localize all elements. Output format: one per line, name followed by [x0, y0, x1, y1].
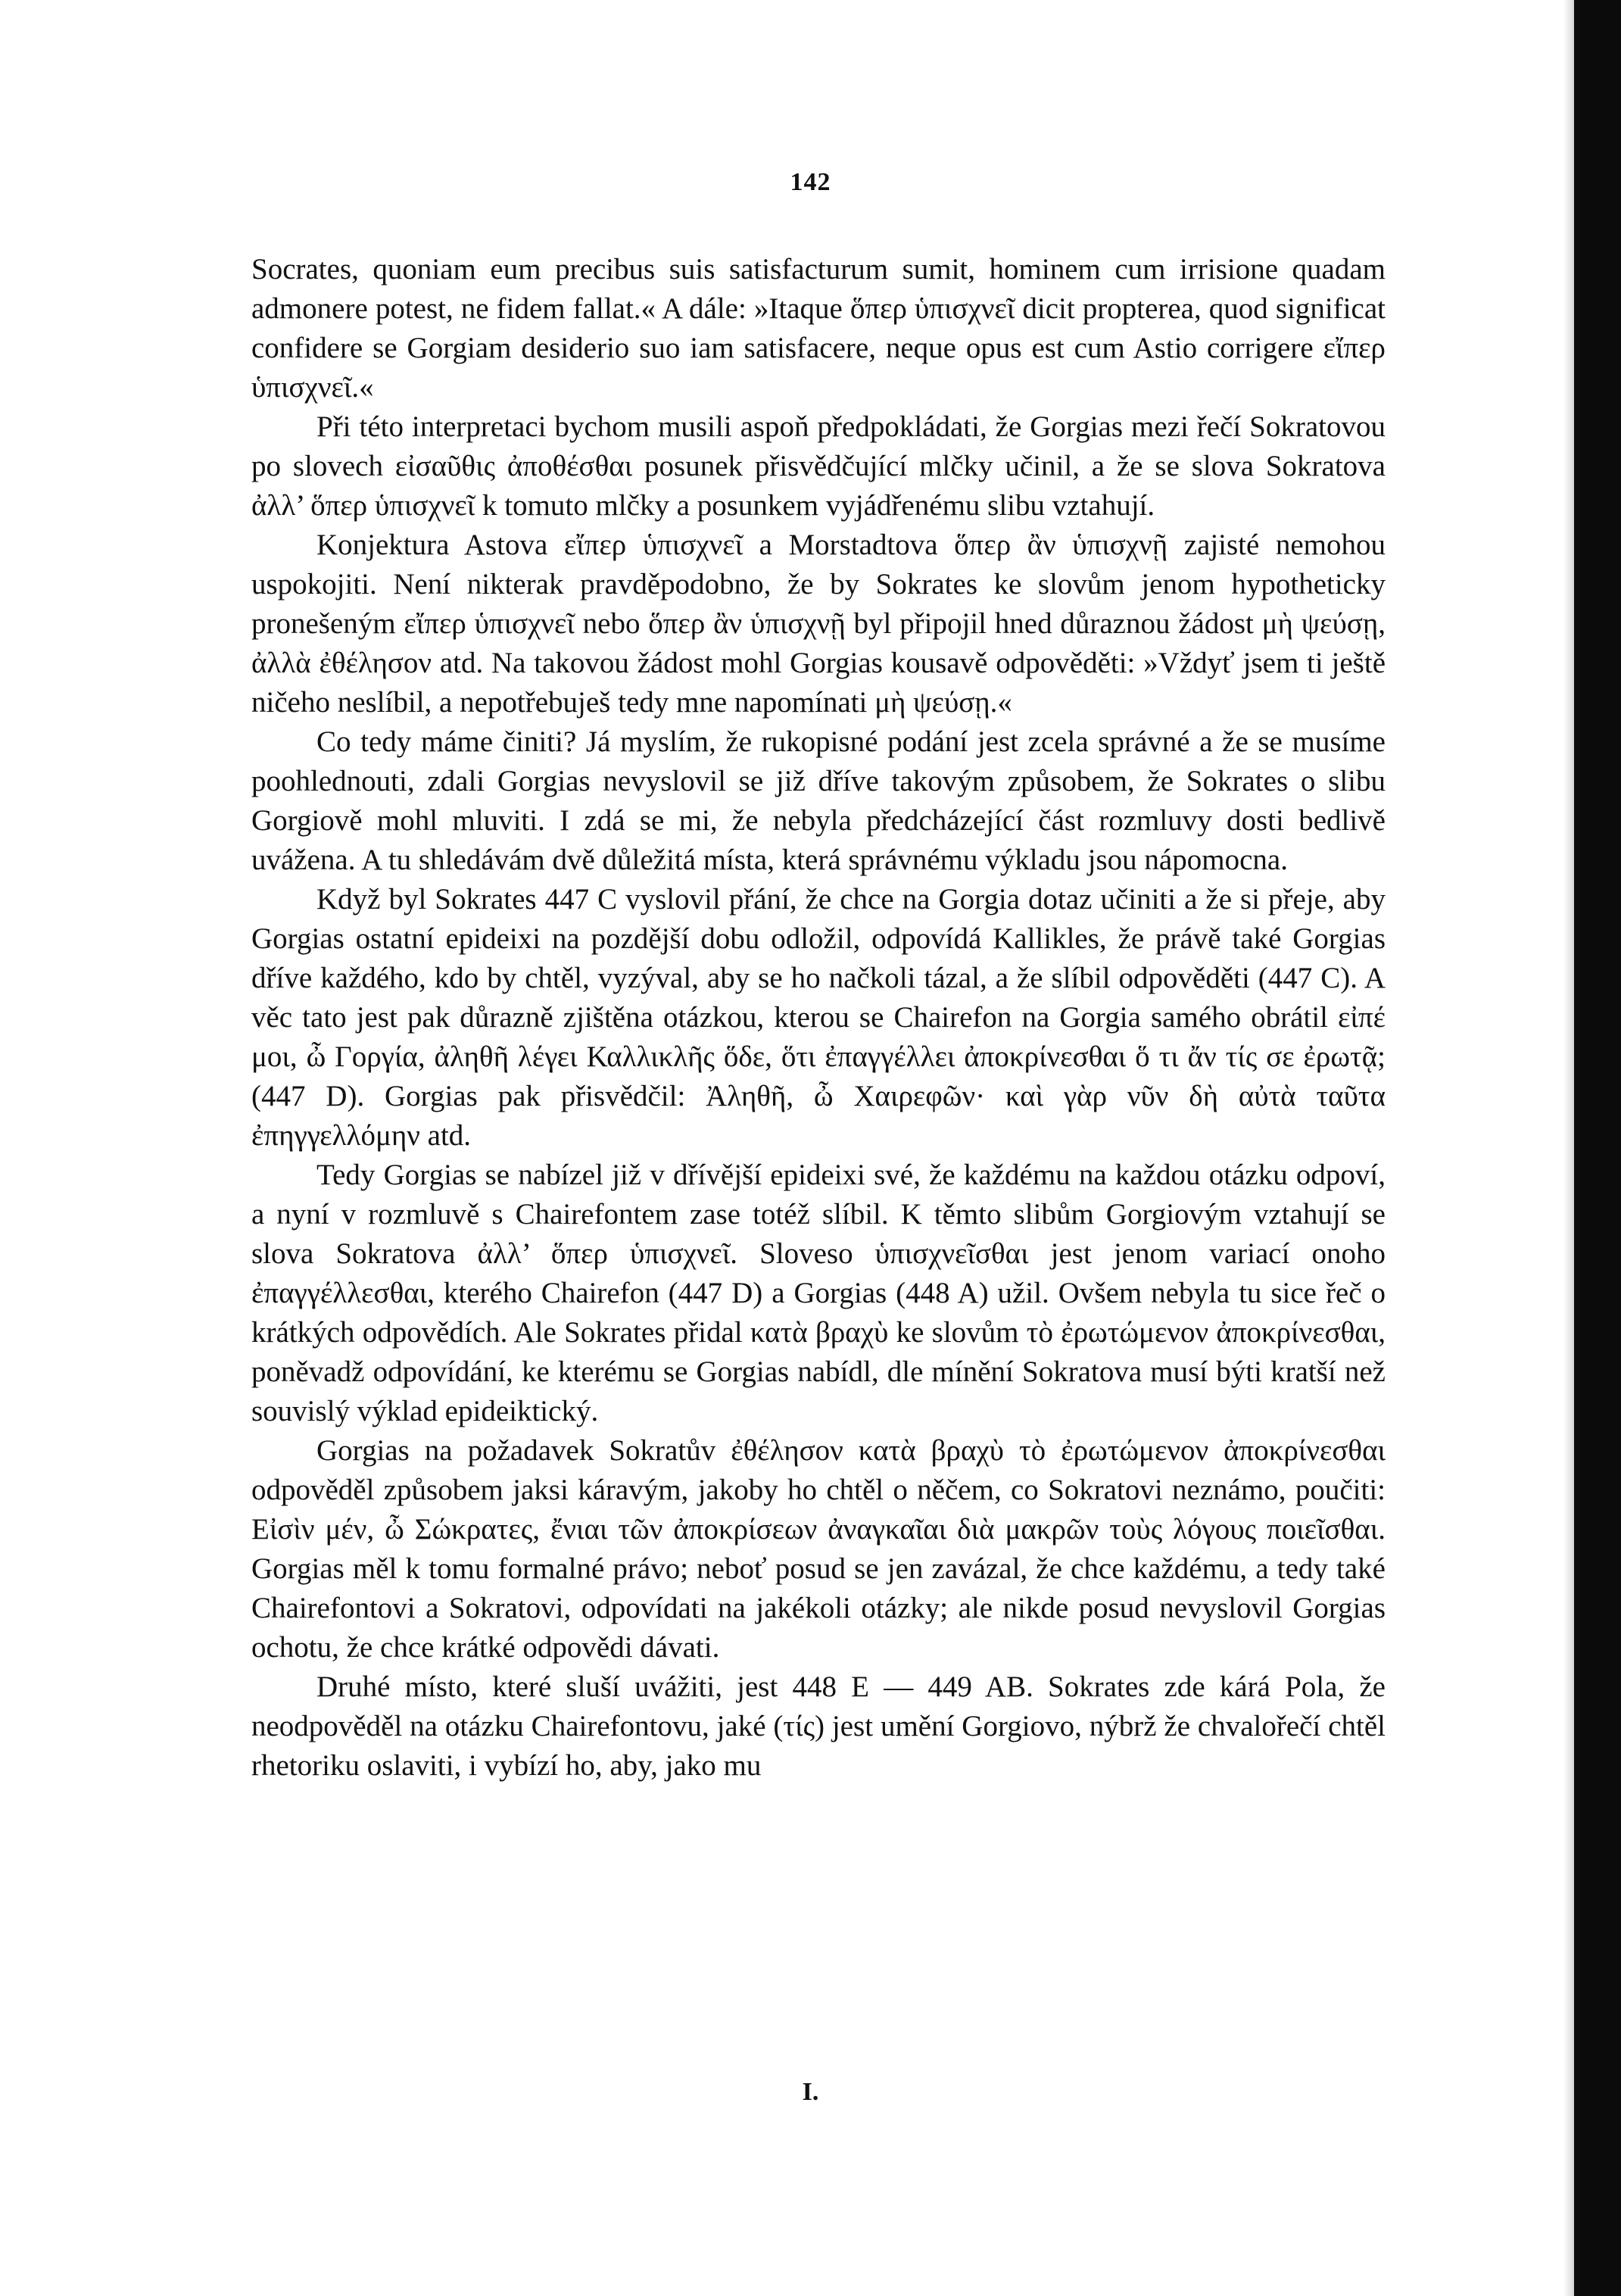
paragraph-2: Při této interpretaci bychom musili aspoň předpokládati, že Gorgias mezi řečí Sokratovou po slovech εἰσαῦθις ἀποθέσθαι posunek přisvědčující mlčky učinil, a že se slova Sokratova ἀλλ’ ὅπερ ὑπισχνεῖ k tomuto mlčky a posunkem vyjádřenému slibu vztahují. [251, 410, 1386, 522]
scan-border [1574, 0, 1621, 2296]
page-number: 142 [790, 168, 831, 196]
paragraph-1: Socrates, quoniam eum precibus suis satisfacturum sumit, hominem cum irrisione quadam admonere potest, ne fidem fallat.« A dále: »Itaque ὅπερ ὑπισχνεῖ dicit propterea, quod significat confidere se Gorgiam desiderio suo iam satisfacere, neque opus est cum Astio corrigere εἴπερ ὑπισχνεῖ.« [251, 253, 1386, 404]
paragraph-7: Gorgias na požadavek Sokratův ἐθέλησον κατὰ βραχὺ τὸ ἐρωτώμενον ἀποκρίνεσθαι odpověděl způsobem jaksi káravým, jakoby ho chtěl o něčem, co Sokratovi neznámo, poučiti: Εἰσὶν μέν, ὦ Σώκρατες, ἔνιαι τῶν ἀποκρίσεων ἀναγκαῖαι διὰ μακρῶν τοὺς λόγους ποιεῖσθαι. Gorgias měl k tomu formalné právo; neboť posud se jen zavázal, že chce každému, a tedy také Chairefontovi a Sokratovi, odpovídati na jakékoli otázky; ale nikde posud nevyslovil Gorgias ochotu, že chce krátké odpovědi dávati. [251, 1434, 1386, 1664]
signature-mark: I. [802, 2078, 819, 2106]
paragraph-8: Druhé místo, které sluší uvážiti, jest 448 E — 449 AB. Sokrates zde kárá Pola, že neodpověděl na otázku Chairefontovu, jaké (τίς) jest umění Gorgiovo, nýbrž že chvalořečí chtěl rhetoriku oslaviti, i vybízí ho, aby, jako mu [251, 1671, 1386, 1782]
paragraph-6: Tedy Gorgias se nabízel již v dřívější epideixi své, že každému na každou otázku odpoví, a nyní v rozmluvě s Chairefontem zase totéž slíbil. K těmto slibům Gorgiovým vztahují se slova Sokratova ἀλλ’ ὅπερ ὑπισχνεῖ. Sloveso ὑπισχνεῖσθαι jest jenom variací onoho ἐπαγγέλλεσθαι, kterého Chairefon (447 D) a Gorgias (448 A) užil. Ovšem nebyla tu sice řeč o krátkých odpovědích. Ale Sokrates přidal κατὰ βραχὺ ke slovům τὸ ἐρωτώμενον ἀποκρίνεσθαι, poněvadž odpovídání, ke kterému se Gorgias nabídl, dle mínění Sokratova musí býti kratší než souvislý výklad epideiktický. [251, 1159, 1386, 1427]
paragraph-5: Když byl Sokrates 447 C vyslovil přání, že chce na Gorgia dotaz učiniti a že si přeje, aby Gorgias ostatní epideixi na pozdější dobu odložil, odpovídá Kallikles, že právě také Gorgias dříve každého, kdo by chtěl, vyzýval, aby se ho načkoli tázal, a že slíbil odpověděti (447 C). A věc tato jest pak důrazně zjištěna otázkou, kterou se Chairefon na Gorgia samého obrátil εἰπέ μοι, ὦ Γοργία, ἀληθῆ λέγει Καλλικλῆς ὅδε, ὅτι ἐπαγγέλλει ἀποκρίνεσθαι ὅ τι ἄν τίς σε ἐρωτᾷ; (447 D). Gorgias pak přisvědčil: Ἀληθῆ, ὦ Χαιρεφῶν· καὶ γὰρ νῦν δὴ αὐτὰ ταῦτα ἐπηγγελλόμην atd. [251, 883, 1386, 1152]
page-edge-shadow [1563, 0, 1574, 2296]
paragraph-3: Konjektura Astova εἴπερ ὑπισχνεῖ a Morstadtova ὅπερ ἂν ὑπισχνῇ zajisté nemohou uspokojiti. Není nikterak pravděpodobno, že by Sokrates ke slovům jenom hypotheticky pronešeným εἴπερ ὑπισχνεῖ nebo ὅπερ ἂν ὑπισχνῇ byl připojil hned důraznou žádost μὴ ψεύσῃ, ἀλλὰ ἐθέλησον atd. Na takovou žádost mohl Gorgias kousavě odpověděti: »Vždyť jsem ti ještě ničeho neslíbil, a nepotřebuješ tedy mne napomínati μὴ ψεύσῃ.« [251, 529, 1386, 719]
paragraph-4: Co tedy máme činiti? Já myslím, že rukopisné podání jest zcela správné a že se musíme poohlednouti, zdali Gorgias nevyslovil se již dříve takovým způsobem, že Sokrates o slibu Gorgiově mohl mluviti. I zdá se mi, že nebyla předcházející část rozmluvy dosti bedlivě uvážena. A tu shledávám dvě důležitá místa, která správnému výkladu jsou nápomocna. [251, 725, 1386, 876]
page-body [251, 250, 1386, 1786]
